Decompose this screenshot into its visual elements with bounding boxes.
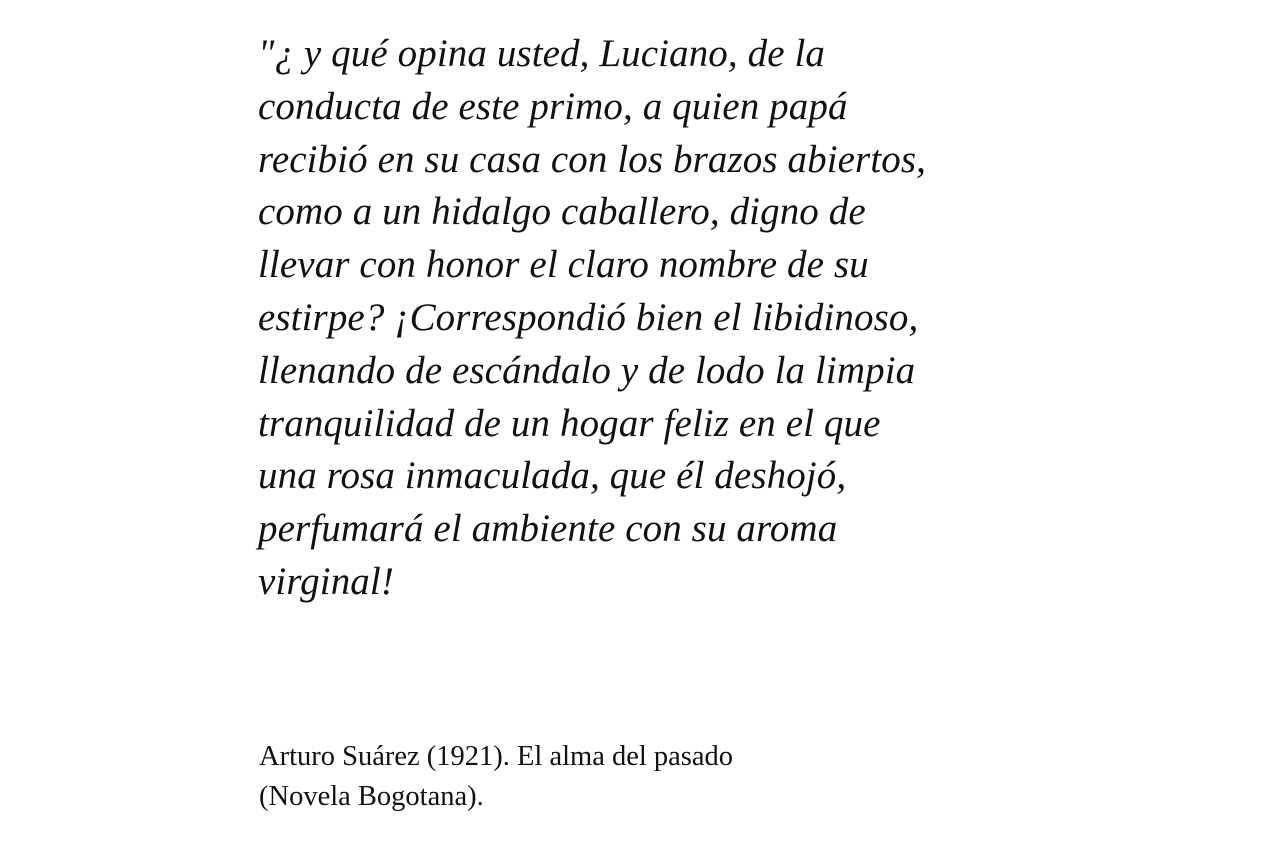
- quote-line: conducta de este primo, a quien papá: [258, 84, 848, 128]
- quote-line: llevar con honor el claro nombre de su: [258, 243, 869, 287]
- quote-line: llenando de escándalo y de lodo la limpia: [258, 348, 916, 392]
- quote-line: tranquilidad de un hogar feliz en el que: [258, 401, 881, 445]
- citation-line: (Novela Bogotana).: [259, 781, 484, 812]
- quote-line: perfumará el ambiente con su aroma: [258, 507, 838, 551]
- quote-line: una rosa inmaculada, que él deshojó,: [258, 454, 847, 498]
- quote-line: como a un hidalgo caballero, digno de: [258, 190, 866, 234]
- quote-line: estirpe? ¡Correspondió bien el libidinoso,: [258, 295, 919, 339]
- source-citation: [259, 737, 959, 817]
- citation-line: Arturo Suárez (1921). El alma del pasado: [259, 741, 734, 772]
- quote-line: "¿ y qué opina usted, Luciano, de la: [258, 32, 825, 75]
- quote-text: [258, 28, 1018, 609]
- quote-line: recibió en su casa con los brazos abiertos,: [258, 137, 926, 181]
- quote-line: virginal!: [258, 559, 394, 603]
